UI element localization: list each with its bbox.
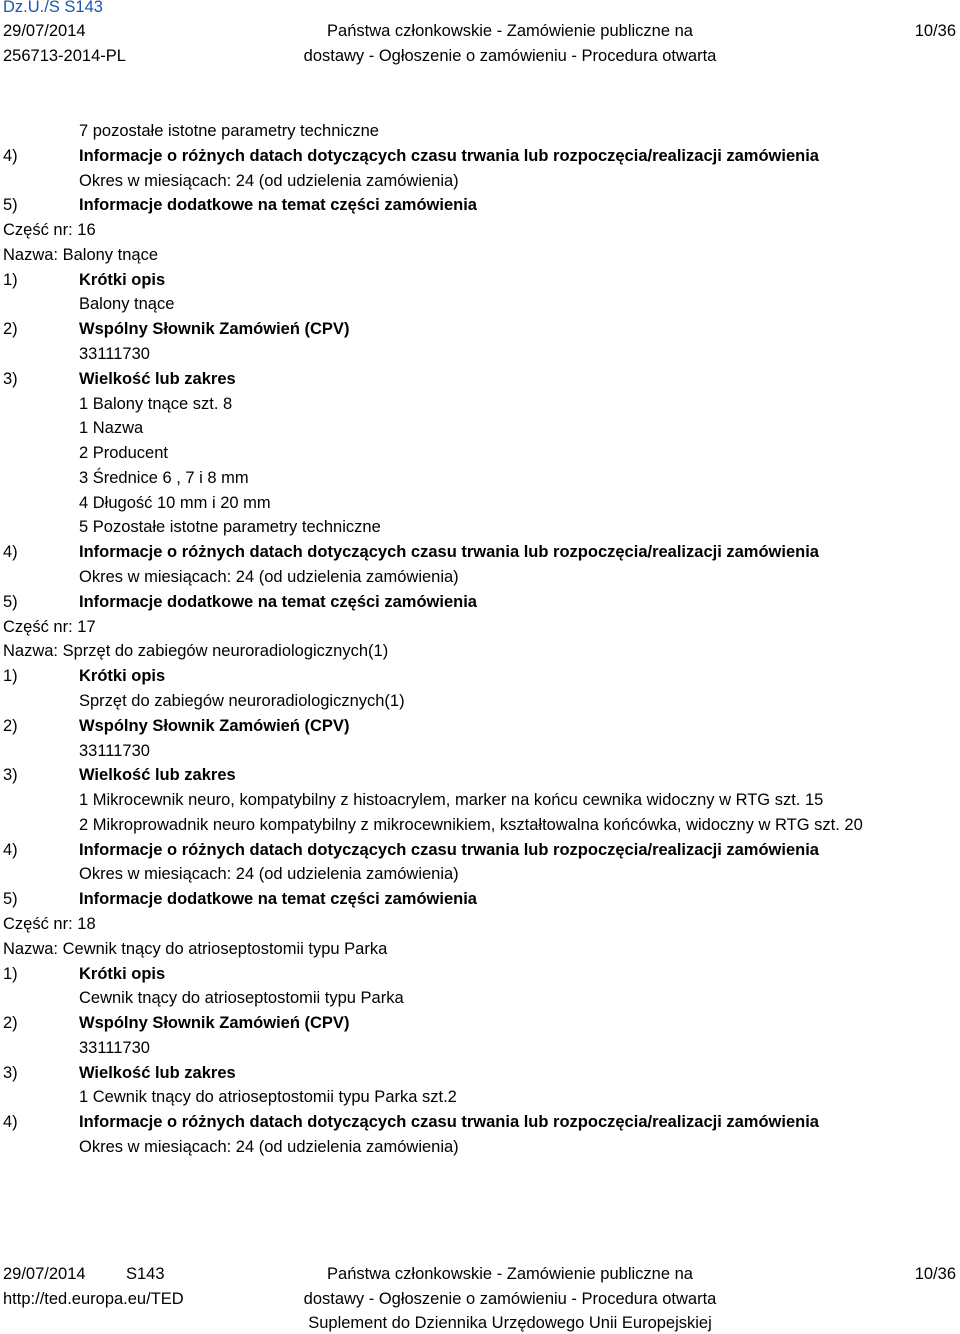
header-title-line2: dostawy - Ogłoszenie o zamówieniu - Procedura otwarta <box>303 47 717 65</box>
header-date: 29/07/2014 <box>3 22 86 40</box>
section-number: 4) <box>3 840 18 859</box>
line-text: Nazwa: Balony tnące <box>3 245 159 264</box>
section-number: 1) <box>3 964 18 983</box>
line-text: 2 Mikroprowadnik neuro kompatybilny z mikrocewnikiem, kształtowalna końcówka, widoczny w RTG szt. 20 <box>79 815 863 834</box>
section-number: 5) <box>3 196 18 215</box>
section-heading: Wspólny Słownik Zamówień (CPV) <box>79 716 350 735</box>
section-number: 3) <box>3 1063 18 1082</box>
section-number: 1) <box>3 667 18 686</box>
section-heading: Krótki opis <box>79 667 166 686</box>
footer-title-line1: Państwa członkowskie - Zamówienie publiczne na <box>327 1265 693 1283</box>
header-doc-id: 256713-2014-PL <box>3 47 126 65</box>
section-heading: Informacje dodatkowe na temat części zamówienia <box>79 890 477 909</box>
line-text: 7 pozostałe istotne parametry techniczne <box>79 122 379 140</box>
line-text: 1 Cewnik tnący do atrioseptostomii typu Parka szt.2 <box>79 1088 457 1107</box>
line-text: 1 Mikrocewnik neuro, kompatybilny z histoacrylem, marker na końcu cewnika widoczny w RTG szt. 15 <box>79 791 824 810</box>
line-text: Nazwa: Cewnik tnący do atrioseptostomii typu Parka <box>3 939 388 958</box>
footer-issue: S143 <box>126 1265 165 1283</box>
line-text: 1 Balony tnące szt. 8 <box>79 394 233 413</box>
line-text: 33111730 <box>79 1038 150 1057</box>
section-number: 2) <box>3 1014 18 1033</box>
line-text: Część nr: 17 <box>3 617 96 636</box>
section-heading: Informacje o różnych datach dotyczących czasu trwania lub rozpoczęcia/realizacji zamówienia <box>79 543 819 562</box>
footer-title-line3: Suplement do Dziennika Urzędowego Unii Europejskiej <box>308 1314 712 1332</box>
footer-title-line2: dostawy - Ogłoszenie o zamówieniu - Procedura otwarta <box>303 1290 717 1308</box>
line-text: 33111730 <box>79 741 150 760</box>
section-heading: Wspólny Słownik Zamówień (CPV) <box>79 1014 350 1033</box>
section-heading: Krótki opis <box>79 270 166 289</box>
footer-url[interactable]: http://ted.europa.eu/TED <box>3 1290 184 1308</box>
section-number: 3) <box>3 766 18 785</box>
section-number: 2) <box>3 320 18 339</box>
line-text: Okres w miesiącach: 24 (od udzielenia zamówienia) <box>79 865 459 884</box>
line-text: Okres w miesiącach: 24 (od udzielenia zamówienia) <box>79 171 459 190</box>
section-number: 4) <box>3 146 18 165</box>
section-number: 5) <box>3 592 18 611</box>
line-text: Okres w miesiącach: 24 (od udzielenia zamówienia) <box>79 568 459 587</box>
section-heading: Wspólny Słownik Zamówień (CPV) <box>79 320 350 339</box>
footer-page-number: 10/36 <box>914 1265 956 1283</box>
section-number: 4) <box>3 1113 18 1132</box>
line-text: 2 Producent <box>79 444 168 463</box>
section-heading: Wielkość lub zakres <box>79 369 236 388</box>
line-text: 4 Długość 10 mm i 20 mm <box>79 493 271 512</box>
header-page-number: 10/36 <box>914 22 956 40</box>
line-text: 5 Pozostałe istotne parametry techniczne <box>79 518 381 537</box>
section-number: 4) <box>3 543 18 562</box>
line-text: Część nr: 18 <box>3 914 96 933</box>
header-link[interactable]: Dz.U./S S143 <box>3 0 103 16</box>
line-text: Balony tnące <box>79 295 175 314</box>
section-heading: Wielkość lub zakres <box>79 766 236 785</box>
section-number: 2) <box>3 716 18 735</box>
header-title-line1: Państwa członkowskie - Zamówienie publiczne na <box>327 22 693 40</box>
line-text: 3 Średnice 6 , 7 i 8 mm <box>79 468 249 487</box>
section-number: 5) <box>3 890 18 909</box>
line-text: Część nr: 16 <box>3 221 96 240</box>
section-heading: Krótki opis <box>79 964 166 983</box>
line-text: Sprzęt do zabiegów neuroradiologicznych(1) <box>79 691 405 710</box>
section-heading: Informacje dodatkowe na temat części zamówienia <box>79 592 477 611</box>
section-heading: Informacje o różnych datach dotyczących czasu trwania lub rozpoczęcia/realizacji zamówienia <box>79 1113 819 1132</box>
section-heading: Informacje o różnych datach dotyczących czasu trwania lub rozpoczęcia/realizacji zamówienia <box>79 840 819 859</box>
section-heading: Informacje dodatkowe na temat części zamówienia <box>79 196 477 215</box>
line-text: 1 Nazwa <box>79 419 144 438</box>
section-heading: Informacje o różnych datach dotyczących czasu trwania lub rozpoczęcia/realizacji zamówienia <box>79 146 819 165</box>
section-number: 1) <box>3 270 18 289</box>
section-number: 3) <box>3 369 18 388</box>
section-heading: Wielkość lub zakres <box>79 1063 236 1082</box>
line-text: 33111730 <box>79 345 150 364</box>
line-text: Okres w miesiącach: 24 (od udzielenia zamówienia) <box>79 1137 459 1156</box>
line-text: Nazwa: Sprzęt do zabiegów neuroradiologicznych(1) <box>3 642 389 661</box>
line-text: Cewnik tnący do atrioseptostomii typu Parka <box>79 989 404 1008</box>
footer-date: 29/07/2014 <box>3 1265 86 1283</box>
